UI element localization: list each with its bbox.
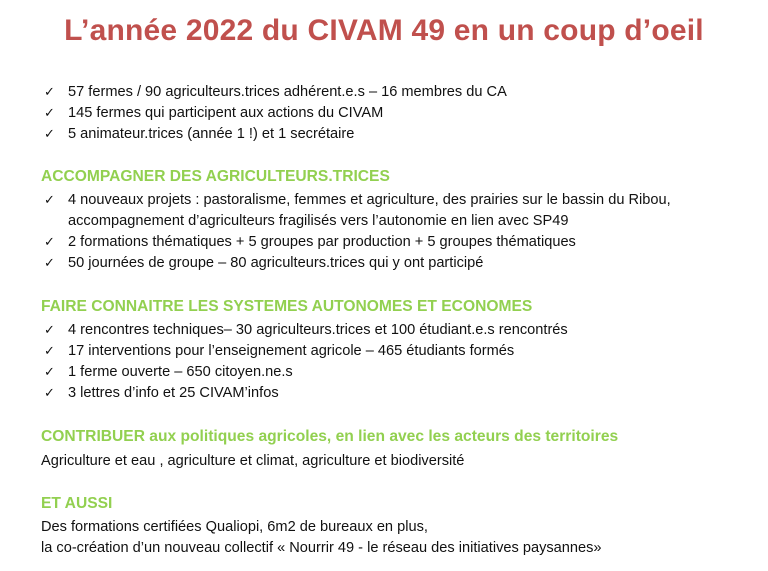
section-text-contribuer: Agriculture et eau , agriculture et climat, agriculture et biodiversité [41, 453, 465, 469]
list-item: ✓ 3 lettres d’info et 25 CIVAM’infos [44, 383, 568, 404]
section-heading-et-aussi: ET AUSSI [41, 495, 113, 512]
intro-list [44, 82, 507, 145]
check-icon: ✓ [44, 365, 55, 380]
check-icon: ✓ [44, 235, 55, 250]
check-icon: ✓ [44, 106, 55, 121]
section-list-faire-connaitre [44, 320, 568, 404]
section-heading-faire-connaitre: FAIRE CONNAITRE LES SYSTEMES AUTONOMES ET ECONOMES [41, 298, 533, 315]
check-icon: ✓ [44, 85, 55, 100]
list-item: ✓ 5 animateur.trices (année 1 !) et 1 secrétaire [44, 124, 507, 145]
section-text-line: Des formations certifiées Qualiopi, 6m2 de bureaux en plus, [41, 519, 428, 535]
section-heading-contribuer: CONTRIBUER aux politiques agricoles, en lien avec les acteurs des territoires [41, 428, 619, 445]
page-title: L’année 2022 du CIVAM 49 en un coup d’oeil [64, 14, 704, 47]
check-icon: ✓ [44, 344, 55, 359]
list-item: ✓ 4 rencontres techniques– 30 agriculteurs.trices et 100 étudiant.e.s rencontrés [44, 320, 568, 341]
section-heading-accompagner: ACCOMPAGNER DES AGRICULTEURS.TRICES [41, 168, 390, 185]
section-text-line: la co-création d’un nouveau collectif « Nourrir 49 - le réseau des initiatives paysannes» [41, 540, 602, 556]
check-icon: ✓ [44, 256, 55, 271]
list-item-continuation: accompagnement d’agriculteurs fragilisés vers l’autonomie en lien avec SP49 [68, 213, 569, 229]
list-item: ✓ 17 interventions pour l’enseignement agricole – 465 étudiants formés [44, 341, 568, 362]
list-item: ✓ 1 ferme ouverte – 650 citoyen.ne.s [44, 362, 568, 383]
check-icon: ✓ [44, 193, 55, 208]
list-item: ✓ 4 nouveaux projets : pastoralisme, femmes et agriculture, des prairies sur le bassin du Ribou, [44, 190, 671, 211]
list-item: ✓ 2 formations thématiques + 5 groupes par production + 5 groupes thématiques [44, 232, 671, 253]
check-icon: ✓ [44, 127, 55, 142]
list-item: ✓ 145 fermes qui participent aux actions du CIVAM [44, 103, 507, 124]
list-item: ✓ 50 journées de groupe – 80 agriculteurs.trices qui y ont participé [44, 253, 671, 274]
list-item: ✓ 57 fermes / 90 agriculteurs.trices adhérent.e.s – 16 membres du CA [44, 82, 507, 103]
check-icon: ✓ [44, 386, 55, 401]
check-icon: ✓ [44, 323, 55, 338]
section-list-accompagner [44, 190, 671, 274]
